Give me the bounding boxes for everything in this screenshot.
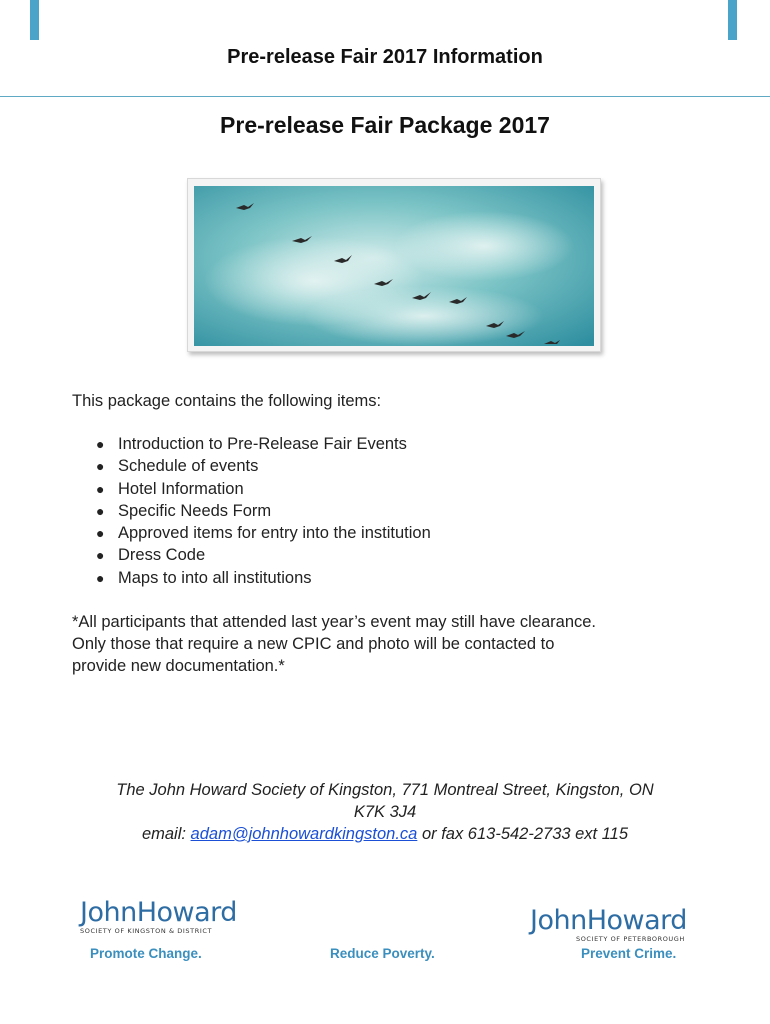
list-item: ● Maps to into all institutions — [96, 567, 431, 589]
note-line-2: Only those that require a new CPIC and photo will be contacted to — [72, 635, 555, 653]
slogan-reduce-poverty: Reduce Poverty. — [330, 946, 435, 961]
john-howard-kingston-logo — [80, 899, 237, 935]
list-item: ● Approved items for entry into the institution — [96, 522, 431, 544]
package-title: Pre-release Fair Package 2017 — [220, 112, 550, 138]
contact-address — [0, 779, 770, 845]
email-link[interactable]: adam@johnhowardkingston.ca — [190, 825, 418, 843]
list-item: ● Introduction to Pre-Release Fair Events — [96, 433, 431, 455]
note-line-3: provide new documentation.* — [72, 657, 285, 675]
header-divider — [0, 96, 770, 97]
bullet-icon: ● — [96, 502, 105, 519]
logo-subtitle: SOCIETY OF KINGSTON & DISTRICT — [80, 927, 213, 935]
logo-subtitle: SOCIETY OF PETERBOROUGH — [575, 935, 685, 943]
john-howard-peterborough-logo — [530, 907, 687, 943]
list-item: ● Hotel Information — [96, 478, 431, 500]
bullet-icon: ● — [96, 569, 105, 586]
bullet-icon: ● — [96, 436, 105, 452]
address-line-1: The John Howard Society of Kingston, 771 Montreal Street, Kingston, ON — [116, 781, 654, 799]
list-item: ● Specific Needs Form — [96, 500, 431, 522]
note-line-1: *All participants that attended last year’s event may still have clearance. — [72, 613, 597, 631]
corner-bar-left — [30, 0, 39, 40]
slogan-promote-change: Promote Change. — [90, 946, 202, 961]
page-header-title: Pre-release Fair 2017 Information — [227, 46, 543, 68]
sky-image — [194, 186, 594, 346]
fax-text: or fax 613-542-2733 ext 115 — [417, 825, 629, 843]
slogan-prevent-crime: Prevent Crime. — [581, 946, 677, 961]
list-item: ● Schedule of events — [96, 455, 431, 477]
intro-text: This package contains the following items: — [72, 392, 382, 410]
birds-in-sky-photo — [187, 178, 601, 352]
bullet-icon: ● — [96, 458, 105, 475]
logo-name: JohnHoward — [80, 897, 237, 928]
corner-bar-right — [728, 0, 737, 40]
items-list — [96, 433, 431, 589]
address-line-2: K7K 3J4 — [353, 803, 417, 821]
logo-name: JohnHoward — [530, 905, 687, 936]
bullet-icon: ● — [96, 525, 105, 542]
list-item: ● Dress Code — [96, 544, 431, 566]
contact-line — [0, 823, 770, 845]
clearance-note — [72, 611, 712, 677]
email-prefix: email: — [141, 825, 191, 843]
bullet-icon: ● — [96, 480, 105, 497]
bullet-icon: ● — [96, 547, 105, 564]
